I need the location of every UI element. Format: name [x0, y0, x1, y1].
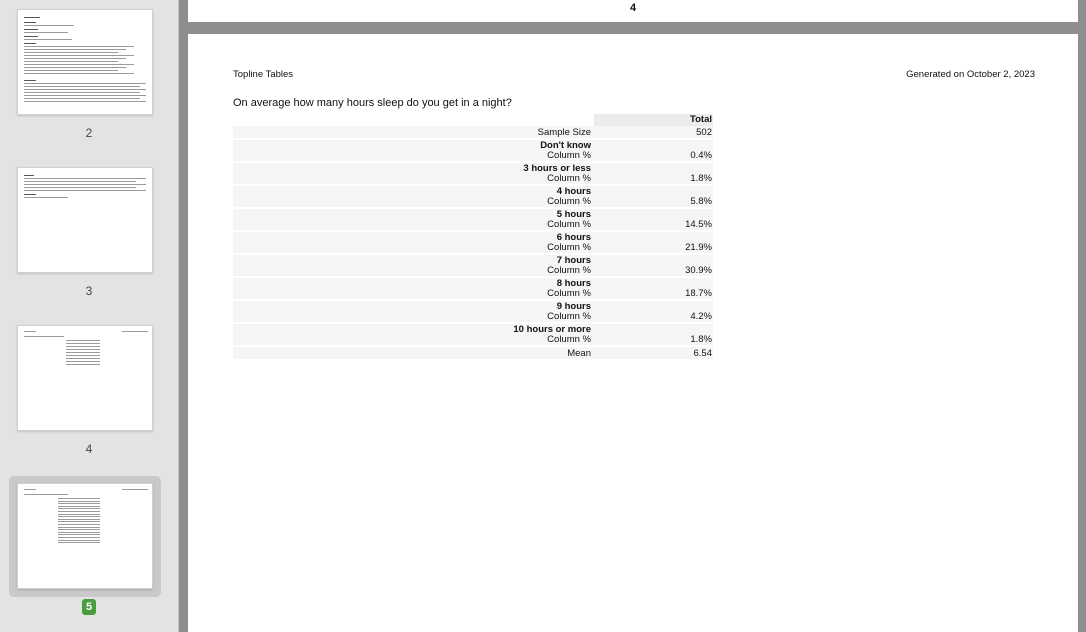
thumbnail-text-line [92, 358, 100, 359]
row-category-label: 5 hours [556, 209, 591, 220]
thumbnail-text-line [66, 349, 92, 350]
thumbnail-text-line [92, 532, 100, 533]
table-body [233, 140, 713, 347]
thumbnail-text-line [92, 503, 100, 504]
thumbnail-text-line [58, 519, 94, 520]
thumbnail-text-line [24, 17, 40, 18]
thumbnail-text-line [58, 521, 94, 522]
thumbnail-text-line [24, 43, 36, 44]
row-column-pct-label: Column % [547, 219, 591, 230]
thumbnail-text-line [24, 489, 36, 490]
thumbnail-text-line [92, 542, 100, 543]
thumbnail-text-line [66, 343, 92, 344]
thumbnail-text-line [92, 519, 100, 520]
thumbnail-text-line [24, 194, 36, 195]
thumbnail-text-line [24, 190, 146, 191]
thumbnail-text-line [92, 361, 100, 362]
thumbnail-text-line [24, 197, 68, 198]
table-row [233, 209, 713, 232]
thumbnail-text-line [92, 540, 100, 541]
page-number-label-2: 2 [85, 126, 93, 140]
thumbnail-text-line [24, 29, 38, 30]
thumbnail-text-line [58, 527, 94, 528]
thumbnail-text-line [24, 101, 146, 102]
thumbnail-text-line [92, 346, 100, 347]
thumbnail-text-line [92, 521, 100, 522]
sample-size-row [233, 126, 713, 140]
thumbnail-text-line [24, 39, 72, 40]
sample-size-value: 502 [696, 127, 712, 138]
previous-page-number: 4 [629, 2, 637, 14]
thumbnail-text-line [92, 349, 100, 350]
row-value: 14.5% [685, 219, 712, 230]
thumbnail-text-line [58, 534, 94, 535]
row-category-label: 3 hours or less [523, 163, 591, 174]
previous-page [188, 0, 1078, 22]
thumbnail-text-line [66, 340, 92, 341]
thumbnail-text-line [58, 532, 94, 533]
row-column-pct-label: Column % [547, 242, 591, 253]
thumbnail-text-line [92, 514, 100, 515]
thumbnail-text-line [24, 64, 134, 65]
thumbnail-text-line [24, 98, 140, 99]
thumbnail-text-line [92, 355, 100, 356]
row-column-pct-label: Column % [547, 150, 591, 161]
thumbnail-text-line [58, 514, 94, 515]
thumbnail-text-line [92, 340, 100, 341]
row-value: 5.8% [690, 196, 712, 207]
thumbnail-text-line [92, 529, 100, 530]
table-row [233, 163, 713, 186]
row-column-pct-label: Column % [547, 334, 591, 345]
table-question: On average how many hours sleep do you get in a night? [233, 97, 512, 109]
sample-size-label: Sample Size [537, 127, 591, 138]
thumbnail-text-line [24, 22, 36, 23]
thumbnail-text-line [58, 524, 94, 525]
row-column-pct-label: Column % [547, 311, 591, 322]
thumbnail-text-line [66, 352, 92, 353]
column-header-total: Total [594, 114, 713, 126]
thumbnail-text-line [24, 175, 34, 176]
thumbnail-text-line [24, 86, 140, 87]
thumbnail-text-line [66, 361, 92, 362]
table-row [233, 186, 713, 209]
selected-page-badge: 5 [82, 599, 96, 615]
row-value: 30.9% [685, 265, 712, 276]
thumbnail-text-line [92, 516, 100, 517]
table-row [233, 301, 713, 324]
row-value: 18.7% [685, 288, 712, 299]
thumbnail-text-line [92, 501, 100, 502]
page-number-label-3: 3 [85, 284, 93, 298]
row-category-label: 10 hours or more [513, 324, 591, 335]
thumbnail-text-line [24, 36, 38, 37]
page-thumbnail-2[interactable] [17, 9, 153, 115]
table-row [233, 140, 713, 163]
thumbnail-text-line [24, 178, 146, 179]
thumbnail-text-line [58, 506, 94, 507]
thumbnail-text-line [58, 516, 94, 517]
row-value: 21.9% [685, 242, 712, 253]
thumbnail-text-line [58, 508, 94, 509]
table-row [233, 255, 713, 278]
mean-value: 6.54 [693, 348, 712, 359]
thumbnail-text-line [58, 537, 94, 538]
thumbnail-text-line [92, 524, 100, 525]
thumbnail-text-line [24, 494, 68, 495]
row-value: 1.8% [690, 334, 712, 345]
row-column-pct-label: Column % [547, 288, 591, 299]
table-row [233, 324, 713, 347]
thumbnail-text-line [24, 331, 36, 332]
thumbnail-text-line [24, 32, 68, 33]
thumbnail-text-line [58, 498, 94, 499]
mean-label: Mean [567, 348, 591, 359]
thumbnail-text-line [92, 352, 100, 353]
thumbnail-text-line [24, 25, 74, 26]
thumbnail-text-line [92, 343, 100, 344]
page-thumbnail-sidebar [0, 0, 178, 632]
thumbnail-text-line [24, 70, 118, 71]
thumbnail-text-line [24, 181, 136, 182]
thumbnail-text-line [24, 49, 126, 50]
page-thumbnail-4[interactable] [17, 325, 153, 431]
thumbnail-text-line [92, 537, 100, 538]
document-view[interactable] [179, 0, 1086, 632]
thumbnail-text-line [24, 336, 64, 337]
thumbnail-text-line [66, 358, 92, 359]
row-value: 0.4% [690, 150, 712, 161]
thumbnail-text-line [66, 364, 92, 365]
thumbnail-text-line [122, 331, 148, 332]
thumbnail-text-line [58, 529, 94, 530]
generated-date: Generated on October 2, 2023 [906, 69, 1035, 80]
thumbnail-text-line [122, 489, 148, 490]
thumbnail-text-line [24, 46, 134, 47]
thumbnail-text-line [66, 355, 92, 356]
topline-table [233, 114, 713, 359]
thumbnail-text-line [66, 346, 92, 347]
thumbnail-text-line [92, 498, 100, 499]
row-category-label: 9 hours [556, 301, 591, 312]
thumbnail-text-line [58, 540, 94, 541]
thumbnail-text-line [24, 89, 146, 90]
thumbnail-text-line [92, 364, 100, 365]
table-row [233, 232, 713, 255]
row-value: 1.8% [690, 173, 712, 184]
thumbnail-text-line [24, 73, 134, 74]
row-category-label: 6 hours [556, 232, 591, 243]
thumbnail-text-line [92, 511, 100, 512]
thumbnail-text-line [24, 184, 146, 185]
thumbnail-text-line [24, 95, 146, 96]
thumbnail-text-line [58, 501, 94, 502]
row-category-label: 8 hours [556, 278, 591, 289]
page-thumbnail-3[interactable] [17, 167, 153, 273]
row-column-pct-label: Column % [547, 196, 591, 207]
thumbnail-text-line [24, 52, 118, 53]
table-row [233, 278, 713, 301]
thumbnail-text-line [24, 61, 118, 62]
page-number-label-5 [0, 599, 178, 615]
row-category-label: 4 hours [556, 186, 591, 197]
thumbnail-text-line [92, 506, 100, 507]
thumbnail-text-line [24, 58, 126, 59]
row-column-pct-label: Column % [547, 173, 591, 184]
document-title: Topline Tables [233, 69, 294, 80]
thumbnail-text-line [58, 503, 94, 504]
thumbnail-text-line [24, 187, 136, 188]
table-header [233, 114, 713, 126]
row-column-pct-label: Column % [547, 265, 591, 276]
thumbnail-text-line [58, 511, 94, 512]
thumbnail-text-line [24, 92, 140, 93]
thumbnail-text-line [24, 83, 146, 84]
mean-row [233, 347, 713, 359]
thumbnail-text-line [92, 508, 100, 509]
row-category-label: Don't know [540, 140, 591, 151]
thumbnail-text-line [92, 527, 100, 528]
thumbnail-text-line [58, 542, 94, 543]
thumbnail-text-line [24, 55, 134, 56]
thumbnail-text-line [24, 67, 126, 68]
page-thumbnail-5[interactable] [17, 483, 153, 589]
thumbnail-text-line [92, 534, 100, 535]
page-number-label-4: 4 [85, 442, 93, 456]
thumbnail-text-line [24, 80, 36, 81]
row-value: 4.2% [690, 311, 712, 322]
row-category-label: 7 hours [556, 255, 591, 266]
current-page [188, 34, 1078, 632]
